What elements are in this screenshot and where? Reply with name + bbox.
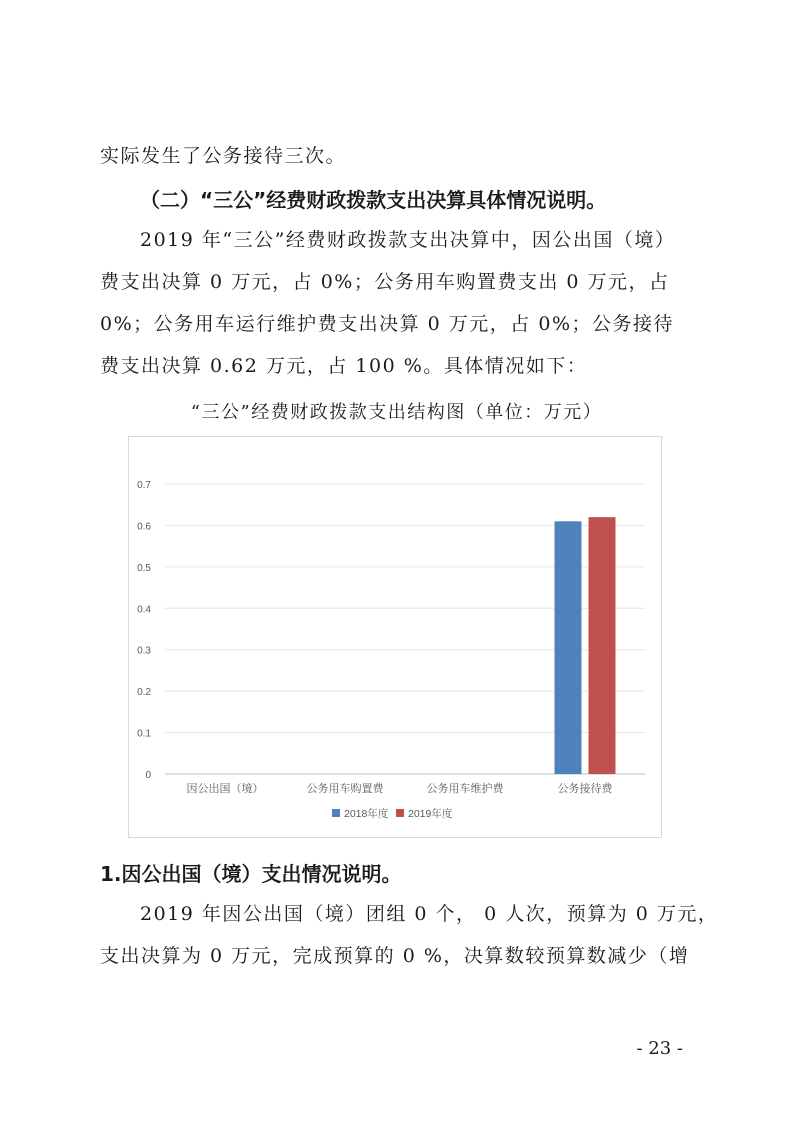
paragraph-line: 0%；公务用车运行维护费支出决算 0 万元，占 0%；公务接待 — [100, 313, 674, 335]
paragraph-line: 费支出决算 0 万元，占 0%；公务用车购置费支出 0 万元，占 — [100, 271, 670, 293]
y-tick-label: 0.5 — [137, 562, 151, 574]
paragraph-line: 2019 年因公出国（境）团组 0 个， 0 人次，预算为 0 万元， — [140, 903, 719, 925]
bar-chart-svg — [129, 437, 661, 837]
y-tick-label: 0.7 — [137, 480, 151, 491]
x-tick-label: 公务接待费 — [557, 783, 613, 795]
y-tick-label: 0.6 — [137, 521, 151, 533]
y-tick-label: 0 — [145, 770, 151, 781]
x-tick-label: 公务用车维护费 — [426, 783, 504, 795]
y-tick-label: 0.4 — [137, 604, 151, 616]
y-tick-label: 0.2 — [137, 687, 151, 699]
legend-swatch — [396, 809, 404, 817]
x-tick-label: 因公出国（境） — [186, 783, 264, 795]
paragraph-line: 支出决算为 0 万元，完成预算的 0 %，决算数较预算数减少（增 — [100, 945, 690, 967]
paragraph-line: 费支出决算 0.62 万元，占 100 %。具体情况如下： — [100, 355, 588, 377]
legend-label: 2019年度 — [408, 808, 453, 820]
y-tick-label: 0.3 — [137, 645, 151, 657]
legend-swatch — [332, 809, 340, 817]
legend-label: 2018年度 — [344, 808, 389, 820]
page-number: - 23 - — [636, 1038, 683, 1059]
paragraph-line: 实际发生了公务接待三次。 — [100, 145, 347, 167]
chart-title: “三公”经费财政拨款支出结构图（单位：万元） — [190, 402, 603, 423]
y-tick-label: 0.1 — [137, 728, 151, 740]
subsection-heading: 1.因公出国（境）支出情况说明。 — [100, 862, 402, 886]
section-heading: （二）“三公”经费财政拨款支出决算具体情况说明。 — [140, 188, 607, 212]
paragraph-line: 2019 年“三公”经费财政拨款支出决算中，因公出国（境） — [140, 229, 676, 251]
bar — [555, 521, 582, 774]
bar — [589, 517, 616, 774]
x-tick-label: 公务用车购置费 — [306, 783, 384, 795]
bar-chart — [128, 436, 662, 838]
